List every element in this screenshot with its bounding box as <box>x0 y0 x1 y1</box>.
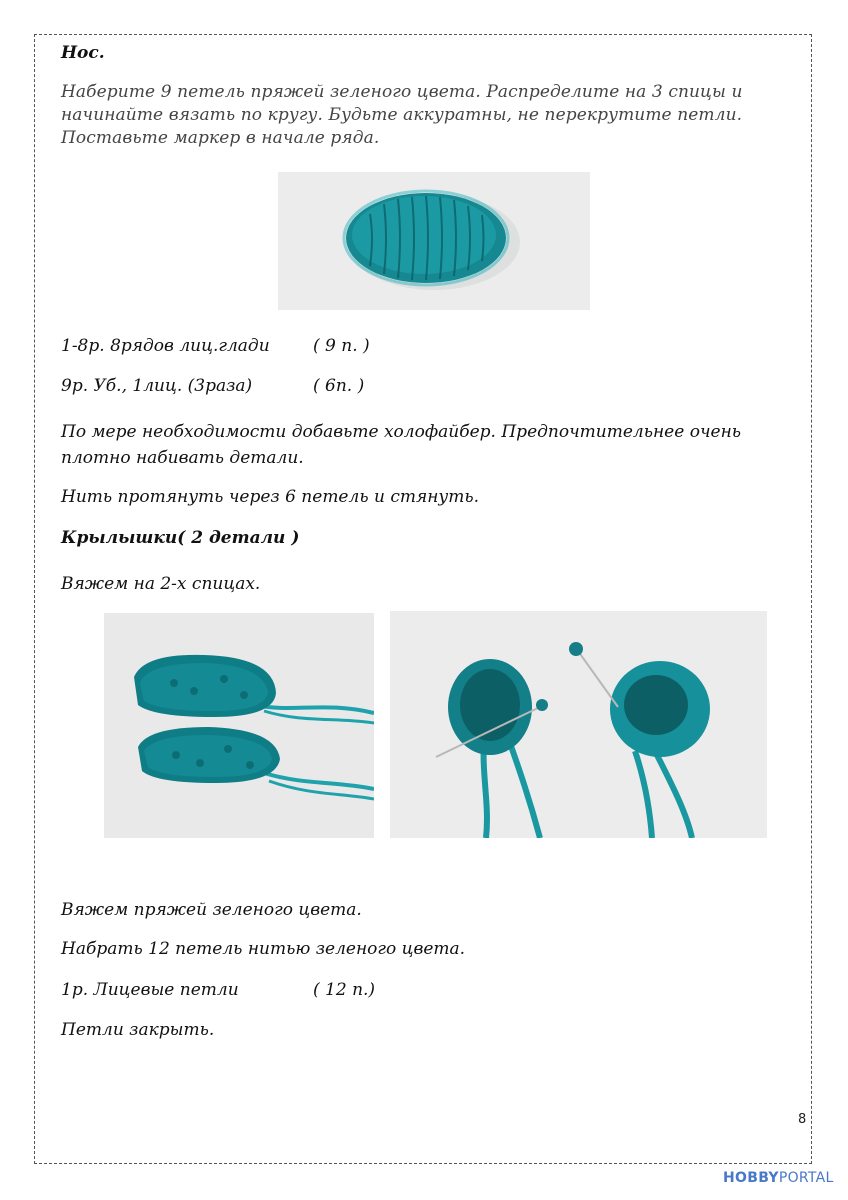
knitted-wings-flat-image <box>104 613 374 838</box>
page-number: 8 <box>798 1112 807 1127</box>
nose-row-2 <box>61 375 364 397</box>
wings-cast-on: Набрать 12 петель нитью зеленого цвета. <box>61 939 466 959</box>
wings-row-1 <box>61 979 375 1001</box>
wings-yarn: Вяжем пряжей зеленого цвета. <box>61 900 362 920</box>
knitted-nose-image <box>278 172 590 310</box>
nose-photo <box>278 172 590 310</box>
nose-stuffing-line-1: По мере необходимости добавьте холофайбер. Предпочтительнее очень <box>61 422 742 442</box>
wings-photo-pinned <box>390 611 767 838</box>
wings-row-1-count: ( 12 п.) <box>313 980 376 1000</box>
nose-stuffing-line-2: плотно набивать детали. <box>61 448 304 468</box>
nose-row-2-count: ( 6п. ) <box>313 376 365 396</box>
nose-row-1 <box>61 335 370 357</box>
logo-part-portal: PORTAL <box>778 1170 834 1186</box>
nose-row-1-count: ( 9 п. ) <box>313 336 370 356</box>
nose-heading: Нос. <box>61 43 105 63</box>
nose-row-1-label: 1-8р. 8рядов лиц.глади <box>61 336 270 356</box>
wings-close: Петли закрыть. <box>61 1020 215 1040</box>
nose-intro-line-2: начинайте вязать по кругу. Будьте аккуратны, не перекрутите петли. <box>61 105 743 125</box>
nose-intro-line-3: Поставьте маркер в начале ряда. <box>61 128 380 148</box>
hobbyportal-logo[interactable] <box>723 1170 834 1186</box>
nose-finish: Нить протянуть через 6 петель и стянуть. <box>61 487 480 507</box>
wings-photo-flat <box>104 613 374 838</box>
wings-row-1-label: 1р. Лицевые петли <box>61 980 239 1000</box>
logo-part-hobby: HOBBY <box>723 1170 779 1186</box>
nose-row-2-label: 9р. Уб., 1лиц. (3раза) <box>61 376 253 396</box>
wings-heading: Крылышки( 2 детали ) <box>61 528 300 548</box>
wings-needles: Вяжем на 2-х спицах. <box>61 574 261 594</box>
knitted-wings-pinned-image <box>390 611 767 838</box>
nose-intro-line-1: Наберите 9 петель пряжей зеленого цвета. Распределите на 3 спицы и <box>61 82 743 102</box>
